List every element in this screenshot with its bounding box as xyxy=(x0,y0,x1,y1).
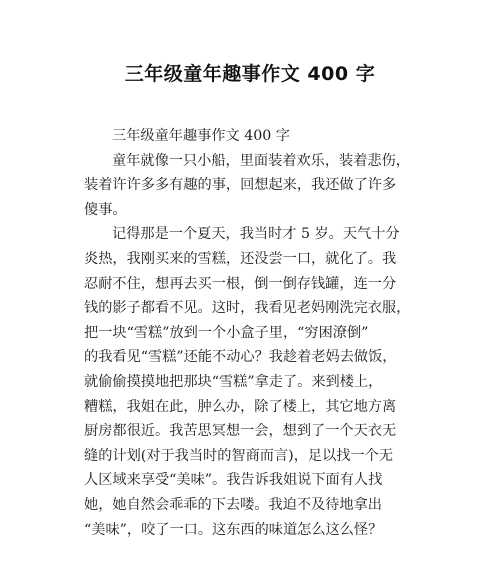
paragraph-line: 童年就像一只小船，里面装着欢乐，装着悲伤， xyxy=(112,152,410,169)
paragraph-line: 钱的影子都看不见。这时，我看见老妈刚洗完衣服， xyxy=(84,300,411,317)
paragraph-line: 的我看见“雪糕”还能不动心？我趁着老妈去做饭， xyxy=(84,349,397,366)
paragraph-line: 炎热，我刚买来的雪糕，还没尝一口，就化了。我 xyxy=(84,250,397,267)
paragraph-line: 就偷偷摸摸地把那块“雪糕”拿走了。来到楼上， xyxy=(84,373,383,390)
page-title: 三年级童年趣事作文 400 字 xyxy=(124,63,376,85)
paragraph-line: 糟糕，我姐在此，肿么办，除了楼上，其它地方离 xyxy=(84,398,397,415)
paragraph-line: 忍耐不住，想再去买一根，倒一倒存钱罐，连一分 xyxy=(84,275,397,292)
paragraph-line: 缝的计划(对于我当时的智商而言)，足以找一个无 xyxy=(84,447,394,464)
paragraph-line: “美味”，咬了一口。这东西的味道怎么这么怪？ xyxy=(84,521,383,538)
paragraph-line: 傻事。 xyxy=(84,201,127,218)
paragraph-line: 记得那是一个夏天，我当时才 5 岁。天气十分 xyxy=(112,226,400,243)
essay-body xyxy=(84,124,424,542)
paragraph-line: 厨房都很近。我苦思冥想一会，想到了一个天衣无 xyxy=(84,423,397,440)
essay-heading-line: 三年级童年趣事作文 400 字 xyxy=(112,128,290,144)
paragraph-line: 她，她自然会乖乖的下去喽。我迫不及待地拿出 xyxy=(84,496,382,513)
paragraph-line: 把一块“雪糕”放到一个小盒子里，“穷困潦倒” xyxy=(84,324,369,341)
paragraph-line: 装着许许多多有趣的事，回想起来，我还做了许多 xyxy=(84,177,397,194)
paragraph-line: 人区域来享受“美味”。我告诉我姐说下面有人找 xyxy=(84,472,383,489)
